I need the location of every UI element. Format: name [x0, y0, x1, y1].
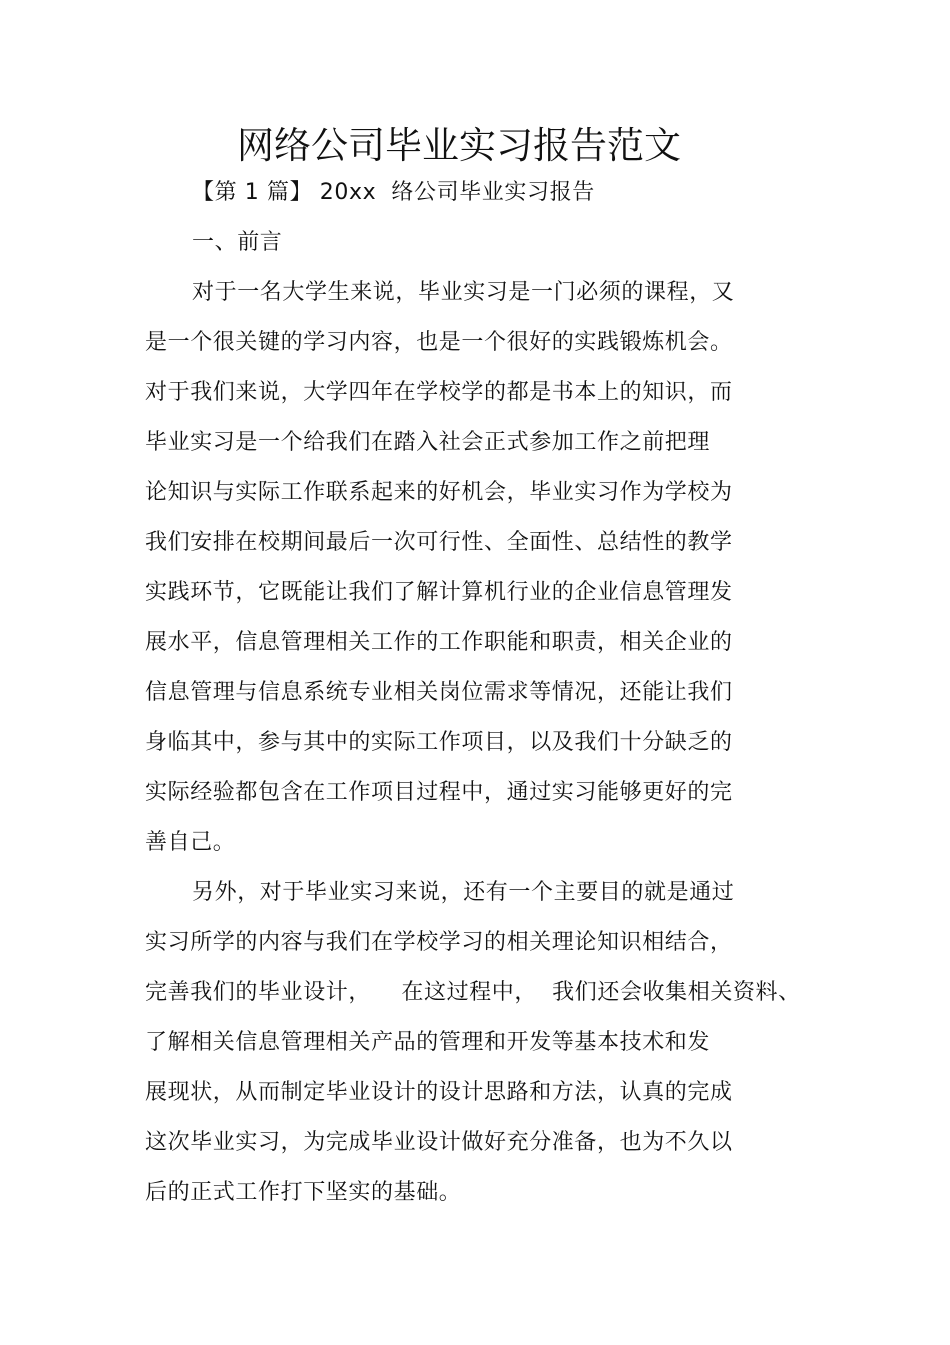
- paragraph-line: 善自己。: [145, 830, 236, 855]
- paragraph-line: 毕业实习是一个给我们在踏入社会正式参加工作之前把理: [145, 430, 711, 455]
- paragraph-line: 了解相关信息管理相关产品的管理和开发等基本技术和发: [145, 1030, 711, 1055]
- paragraph-line: 展水平，信息管理相关工作的工作职能和职责，相关企业的: [145, 630, 733, 655]
- paragraph-line: 实际经验都包含在工作项目过程中，通过实习能够更好的完: [145, 780, 733, 805]
- paragraph-line: 是一个很关键的学习内容，也是一个很好的实践锻炼机会。: [145, 330, 733, 355]
- document-title: 网络公司毕业实习报告范文: [237, 124, 681, 167]
- paragraph-line: 身临其中，参与其中的实际工作项目，以及我们十分缺乏的: [145, 730, 733, 755]
- paragraph-line: 对于一名大学生来说，毕业实习是一门必须的课程，又: [192, 280, 735, 305]
- paragraph-line: 对于我们来说，大学四年在学校学的都是书本上的知识，而: [145, 380, 733, 405]
- paragraph-line: 完善我们的毕业设计， 在这过程中， 我们还会收集相关资料、: [145, 980, 801, 1005]
- paragraph-line: 另外，对于毕业实习来说，还有一个主要目的就是通过: [192, 880, 735, 905]
- section-heading: 一、前言: [192, 230, 283, 255]
- document-subtitle: 【第 1 篇】 20xx 络公司毕业实习报告: [192, 180, 595, 205]
- paragraph-line: 论知识与实际工作联系起来的好机会，毕业实习作为学校为: [145, 480, 733, 505]
- paragraph-line: 我们安排在校期间最后一次可行性、全面性、总结性的教学: [145, 530, 733, 555]
- paragraph-line: 后的正式工作打下坚实的基础。: [145, 1180, 462, 1205]
- paragraph-line: 实践环节，它既能让我们了解计算机行业的企业信息管理发: [145, 580, 733, 605]
- paragraph-line: 信息管理与信息系统专业相关岗位需求等情况，还能让我们: [145, 680, 733, 705]
- paragraph-line: 实习所学的内容与我们在学校学习的相关理论知识相结合，: [145, 930, 733, 955]
- paragraph-line: 这次毕业实习，为完成毕业设计做好充分准备，也为不久以: [145, 1130, 733, 1155]
- paragraph-line: 展现状，从而制定毕业设计的设计思路和方法，认真的完成: [145, 1080, 733, 1105]
